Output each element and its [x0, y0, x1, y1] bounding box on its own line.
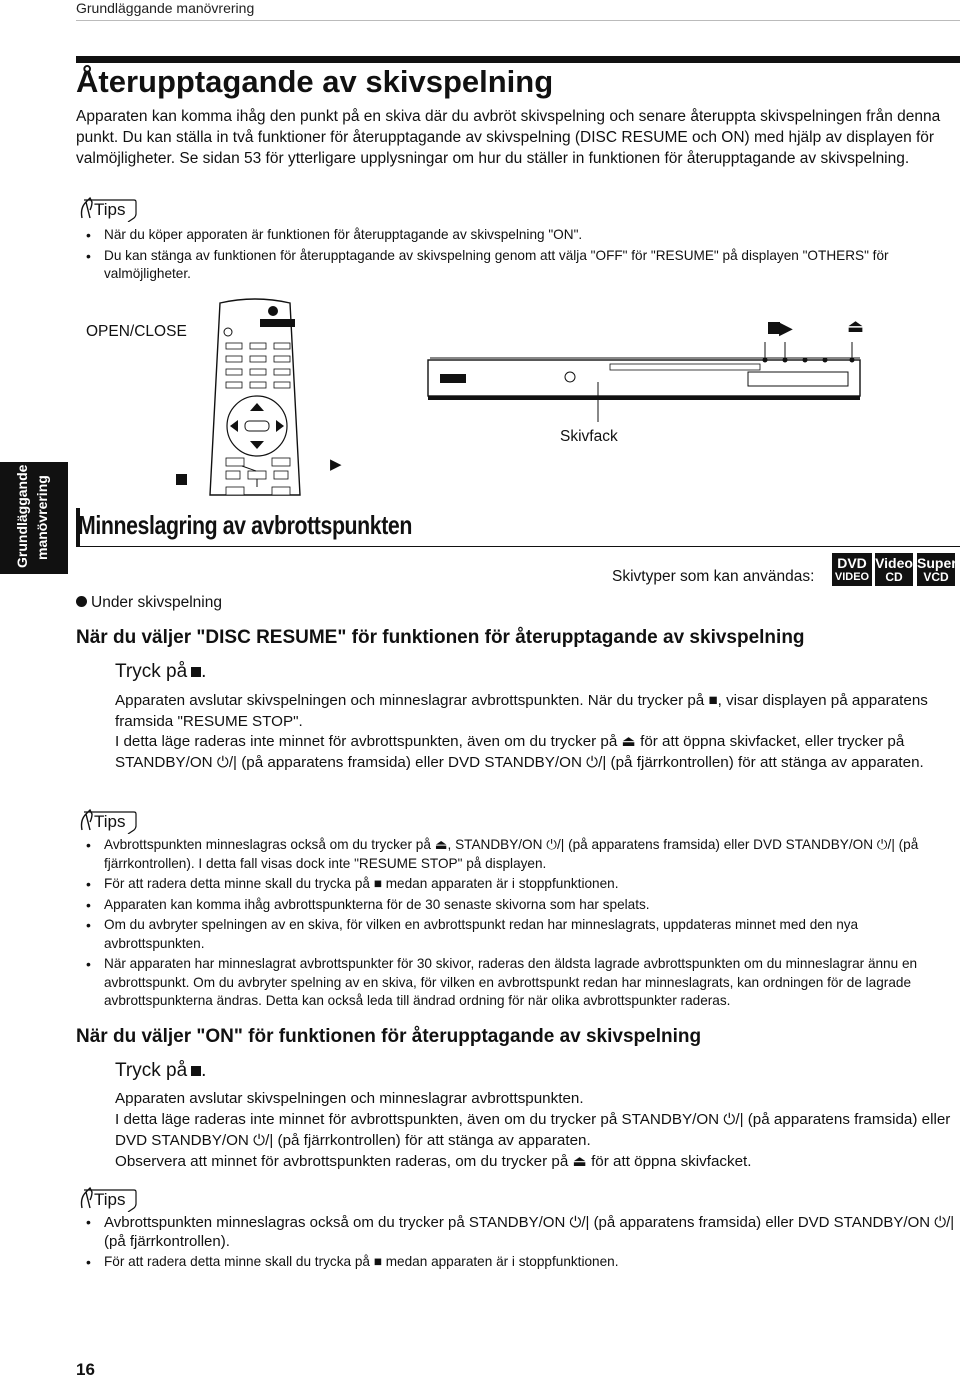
remote-control-illustration — [200, 295, 310, 500]
running-header: Grundläggande manövrering — [76, 0, 255, 16]
tips-item: • Om du avbryter spelningen av en skiva, för vilken en avbrottspunkt redan har minneslagrats, uppdateras minnet med den nya avbrottspunkten. — [76, 916, 956, 953]
disc-tray-label: Skivfack — [560, 428, 618, 445]
badge-bottom: VCD — [923, 570, 949, 584]
tips-item: • Avbrottspunkten minneslagras också om du trycker på ⏏, STANDBY/ON ⏻/| (på apparatens framsida) eller DVD STANDBY/ON ⏻/| (på fjärrkontrollen). I detta fall visas dock inte "RESUME STOP" på displayen. — [76, 836, 956, 873]
tips-label: Tips — [94, 812, 126, 831]
tips-item: • För att radera detta minne skall du trycka på ■ medan apparaten är i stoppfunktionen. — [76, 1253, 956, 1272]
press-text: Tryck på — [115, 661, 188, 682]
dvd-player-illustration — [420, 312, 890, 422]
stop-button-icon — [191, 1066, 201, 1076]
badge-bottom: VIDEO — [834, 571, 870, 583]
press-instruction-2: Tryck på . — [115, 1060, 207, 1081]
sub2-paragraph-3: Observera att minnet för avbrottspunkten raderas, om du trycker på ⏏ för att öppna skivfacket. — [115, 1153, 752, 1170]
press-instruction-1: Tryck på . — [115, 661, 207, 682]
page-number: 16 — [76, 1360, 95, 1379]
badge-bottom: CD — [885, 570, 903, 584]
tips-item: • Du kan stänga av funktionen för återupptagande av skivspelning genom att välja "OFF" för "RESUME" på displayen "OTHERS" för valmöjligheter. — [76, 247, 956, 284]
open-close-label: OPEN/CLOSE — [86, 323, 187, 340]
tips-item: • Avbrottspunkten minneslagras också om du trycker på STANDBY/ON ⏻/| (på apparatens framsida) eller DVD STANDBY/ON ⏻/| (på fjärrkontrollen). — [76, 1213, 956, 1251]
subsection-heading-1: När du väljer "DISC RESUME" för funktionen för återupptagande av skivspelning — [76, 627, 805, 648]
badge-top: Super — [917, 555, 957, 571]
stop-button-icon — [191, 667, 201, 677]
tips-item: • För att radera detta minne skall du trycka på ■ medan apparaten är i stoppfunktionen. — [76, 875, 956, 894]
side-tab — [0, 462, 68, 574]
title-bar — [76, 56, 960, 63]
sub1-paragraph-1: Apparaten avslutar skivspelningen och minneslagrar avbrottspunkten. När du trycker på ■, visar displayen på apparatens framsida "RESUME STOP". — [115, 692, 928, 730]
header-rule — [76, 20, 960, 21]
subsection-heading-2: När du väljer "ON" för funktionen för återupptagande av skivspelning — [76, 1026, 702, 1047]
intro-paragraph: Apparaten kan komma ihåg den punkt på en skiva där du avbröt skivspelning och senare återuppta skivspelningen från denna punkt. Du kan ställa in två funktioner för återupptagande av skivspelning (DISC RESUME och ON) med hjälp av displayen för valmöjligheter. Se sidan 53 för ytterligare upplysningar om hur du ställer in funktionen för återupptagande av skivspelning. — [76, 108, 941, 167]
sub2-paragraph-2: I detta läge raderas inte minnet för avbrottspunkten, även om du trycker på STANDBY/ON ⏻/| (på apparatens framsida) eller DVD STANDBY/ON ⏻/| (på fjärrkontrollen) för att stänga av apparaten. — [115, 1111, 951, 1149]
badge-top: DVD — [837, 555, 867, 571]
tips-heading-3 — [78, 1186, 138, 1212]
tips-list-3 — [76, 1213, 956, 1274]
tips-heading-2 — [78, 808, 138, 834]
badge-top: Video — [875, 555, 913, 571]
sub1-paragraph-2: I detta läge raderas inte minnet för avbrottspunkten, även om du trycker på ⏏ för att öppna skivfacket, eller trycker på STANDBY/ON ⏻/| (på apparatens framsida) eller DVD STANDBY/ON ⏻/| (på fjärrkontrollen) för att stänga av apparaten. — [115, 733, 924, 771]
tips-heading-1 — [78, 196, 138, 222]
section-title: Minneslagring av avbrottspunkten — [78, 510, 412, 540]
bullet-icon — [76, 596, 87, 607]
tips-label: Tips — [94, 1190, 126, 1209]
remote-play-icon: ▶ — [330, 456, 342, 473]
tips-label: Tips — [94, 200, 126, 219]
page-title: Återupptagande av skivspelning — [76, 64, 554, 99]
badge-dvd-video — [832, 553, 872, 586]
eject-icon: ⏏ — [847, 316, 865, 336]
tips-list-2 — [76, 836, 956, 1013]
tips-item: • När du köper apporaten är funktionen för återupptagande av skivspelning "ON". — [76, 226, 956, 245]
tips-item: • Apparaten kan komma ihåg avbrottspunkterna för de 30 senaste skivorna som har spelats. — [76, 896, 956, 915]
sub2-paragraph-1: Apparaten avslutar skivspelningen och minneslagrar avbrottspunkten. — [115, 1090, 584, 1107]
tips-list-1 — [76, 226, 956, 286]
side-tab-label: Grundläggande manövrering — [14, 464, 50, 568]
badge-video-cd — [875, 553, 913, 586]
disc-types-label: Skivtyper som kan användas: — [612, 568, 815, 585]
under-playback-label: Under skivspelning — [91, 594, 222, 611]
remote-stop-icon — [176, 474, 187, 485]
tips-item: • När apparaten har minneslagrat avbrottspunkter för 30 skivor, raderas den äldsta lagrade avbrottspunkten om du minneslagrar ännu en avbrottspunkt. Om du avbryter spelning av en skiva, för vilken en avbrottspunkt redan har minneslagrats, kan ordningen för de lagrade avbrottspunkterna ändras. Detta kan också leda till ändrad ordning för när olika avbrottspunkter raderas. — [76, 955, 956, 1011]
badge-super-vcd — [917, 553, 955, 586]
press-text: Tryck på — [115, 1060, 188, 1081]
play-icon: ▶ — [779, 318, 793, 338]
